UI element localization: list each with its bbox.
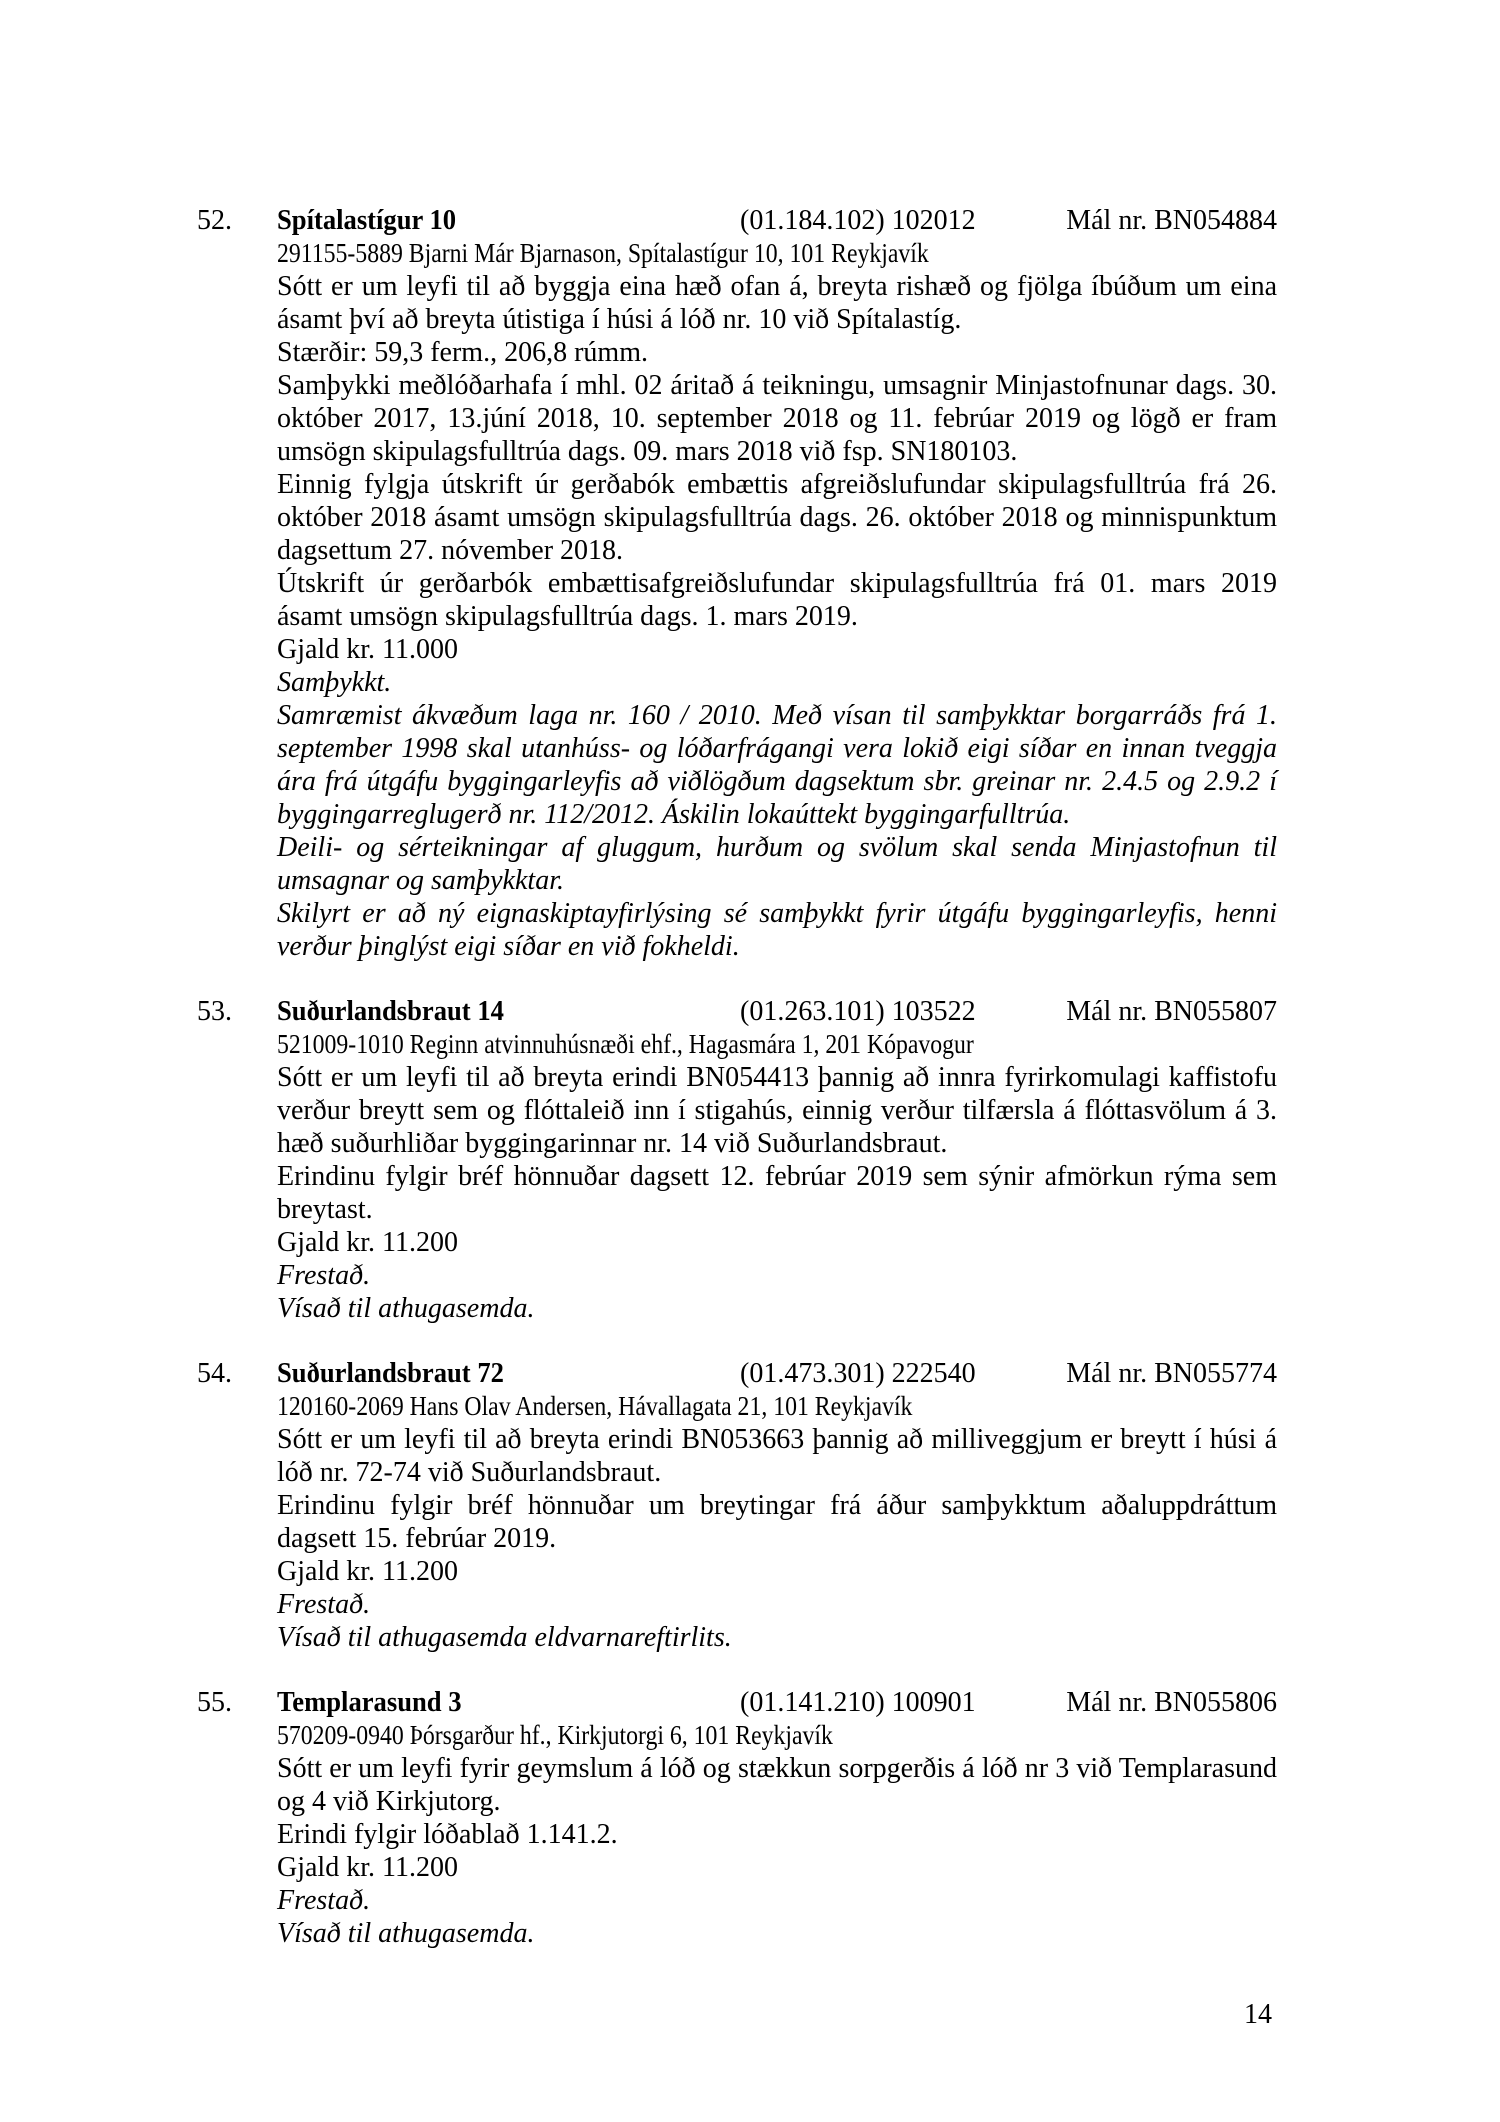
item-code: (01.263.101) 103522 bbox=[740, 996, 976, 1027]
item-body bbox=[277, 270, 1277, 963]
item-case-number: Mál nr. BN055774 bbox=[1066, 1358, 1277, 1389]
item-paragraph: Samþykki meðlóðarhafa í mhl. 02 áritað á teikningu, umsagnir Minjastofnunar dags. 30. október 2017, 13.júní 2018, 10. september 2018 og 11. febrúar 2019 og lögð er fram umsögn skipulagsfulltrúa dags. 09. mars 2018 við fsp. SN180103. bbox=[277, 370, 1277, 467]
item-case-number: Mál nr. BN054884 bbox=[1066, 205, 1277, 236]
item-body bbox=[277, 1752, 1277, 1950]
item-applicant: 120160-2069 Hans Olav Andersen, Hávallagata 21, 101 Reykjavík bbox=[277, 1391, 913, 1421]
item-paragraph: Frestað. bbox=[277, 1589, 371, 1620]
item-paragraph: Sótt er um leyfi til að byggja eina hæð ofan á, breyta rishæð og fjölga íbúðum um eina ásamt því að breyta útistiga í húsi á lóð nr. 10 við Spítalastíg. bbox=[277, 271, 1277, 335]
permit-item bbox=[197, 995, 1277, 1325]
item-paragraph: Gjald kr. 11.000 bbox=[277, 634, 458, 665]
item-paragraph: Gjald kr. 11.200 bbox=[277, 1227, 458, 1258]
item-address: Suðurlandsbraut 14 bbox=[277, 996, 504, 1027]
item-header bbox=[277, 204, 1277, 237]
permit-item bbox=[197, 1686, 1277, 1950]
item-paragraph: Útskrift úr gerðarbók embættisafgreiðslufundar skipulagsfulltrúa frá 01. mars 2019 ásamt umsögn skipulagsfulltrúa dags. 1. mars 2019. bbox=[277, 568, 1277, 632]
item-code: (01.473.301) 222540 bbox=[740, 1358, 976, 1389]
item-case-number: Mál nr. BN055806 bbox=[1066, 1687, 1277, 1718]
item-paragraph: Skilyrt er að ný eignaskiptayfirlýsing sé samþykkt fyrir útgáfu byggingarleyfis, henni verður þinglýst eigi síðar en við fokheldi. bbox=[277, 898, 1277, 962]
item-paragraph: Stærðir: 59,3 ferm., 206,8 rúmm. bbox=[277, 337, 648, 368]
item-address: Templarasund 3 bbox=[277, 1687, 462, 1718]
item-paragraph: Erindinu fylgir bréf hönnuðar um breytingar frá áður samþykktum aðaluppdráttum dagsett 15. febrúar 2019. bbox=[277, 1490, 1277, 1554]
item-paragraph: Frestað. bbox=[277, 1885, 371, 1916]
item-paragraph: Erindi fylgir lóðablað 1.141.2. bbox=[277, 1819, 618, 1850]
item-number: 53. bbox=[197, 996, 232, 1027]
item-body bbox=[277, 1061, 1277, 1325]
item-paragraph: Sótt er um leyfi fyrir geymslum á lóð og stækkun sorpgerðis á lóð nr 3 við Templarasund og 4 við Kirkjutorg. bbox=[277, 1753, 1277, 1817]
item-code: (01.141.210) 100901 bbox=[740, 1687, 976, 1718]
item-number: 52. bbox=[197, 205, 232, 236]
permit-item bbox=[197, 204, 1277, 963]
items-list bbox=[197, 204, 1277, 1982]
item-paragraph: Erindinu fylgir bréf hönnuðar dagsett 12. febrúar 2019 sem sýnir afmörkun rýma sem breytast. bbox=[277, 1161, 1277, 1225]
item-paragraph: Vísað til athugasemda. bbox=[277, 1293, 535, 1324]
item-applicant: 570209-0940 Þórsgarður hf., Kirkjutorgi 6, 101 Reykjavík bbox=[277, 1720, 833, 1750]
item-case-number: Mál nr. BN055807 bbox=[1066, 996, 1277, 1027]
item-address: Spítalastígur 10 bbox=[277, 205, 457, 236]
item-body bbox=[277, 1423, 1277, 1654]
item-code: (01.184.102) 102012 bbox=[740, 205, 976, 236]
item-paragraph: Samræmist ákvæðum laga nr. 160 / 2010. Með vísan til samþykktar borgarráðs frá 1. september 1998 skal utanhúss- og lóðarfrágangi vera lokið eigi síðar en innan tveggja ára frá útgáfu byggingarleyfis að viðlögðum dagsektum sbr. greinar nr. 2.4.5 og 2.9.2 í byggingarreglugerð nr. 112/2012. Áskilin lokaúttekt byggingarfulltrúa. bbox=[277, 700, 1277, 830]
item-applicant: 291155-5889 Bjarni Már Bjarnason, Spítalastígur 10, 101 Reykjavík bbox=[277, 238, 929, 268]
page-number: 14 bbox=[1244, 1999, 1272, 2030]
item-number: 55. bbox=[197, 1687, 232, 1718]
item-address: Suðurlandsbraut 72 bbox=[277, 1358, 504, 1389]
item-paragraph: Einnig fylgja útskrift úr gerðabók embættis afgreiðslufundar skipulagsfulltrúa frá 26. október 2018 ásamt umsögn skipulagsfulltrúa dags. 26. október 2018 og minnispunktum dagsettum 27. nóvember 2018. bbox=[277, 469, 1277, 566]
item-paragraph: Samþykkt. bbox=[277, 667, 392, 698]
item-paragraph: Vísað til athugasemda eldvarnareftirlits. bbox=[277, 1622, 732, 1653]
item-paragraph: Deili- og sérteikningar af gluggum, hurðum og svölum skal senda Minjastofnun til umsagnar og samþykktar. bbox=[277, 832, 1277, 896]
item-paragraph: Gjald kr. 11.200 bbox=[277, 1852, 458, 1883]
item-header bbox=[277, 1686, 1277, 1719]
item-paragraph: Sótt er um leyfi til að breyta erindi BN054413 þannig að innra fyrirkomulagi kaffistofu verður breytt sem og flóttaleið inn í stigahús, einnig verður tilfærsla á flóttasvölum á 3. hæð suðurhliðar byggingarinnar nr. 14 við Suðurlandsbraut. bbox=[277, 1062, 1277, 1159]
item-applicant: 521009-1010 Reginn atvinnuhúsnæði ehf., Hagasmára 1, 201 Kópavogur bbox=[277, 1029, 974, 1059]
item-header bbox=[277, 995, 1277, 1028]
permit-item bbox=[197, 1357, 1277, 1654]
item-paragraph: Sótt er um leyfi til að breyta erindi BN053663 þannig að milliveggjum er breytt í húsi á lóð nr. 72-74 við Suðurlandsbraut. bbox=[277, 1424, 1277, 1488]
item-number: 54. bbox=[197, 1358, 232, 1389]
item-paragraph: Gjald kr. 11.200 bbox=[277, 1556, 458, 1587]
item-paragraph: Vísað til athugasemda. bbox=[277, 1918, 535, 1949]
item-header bbox=[277, 1357, 1277, 1390]
item-paragraph: Frestað. bbox=[277, 1260, 371, 1291]
